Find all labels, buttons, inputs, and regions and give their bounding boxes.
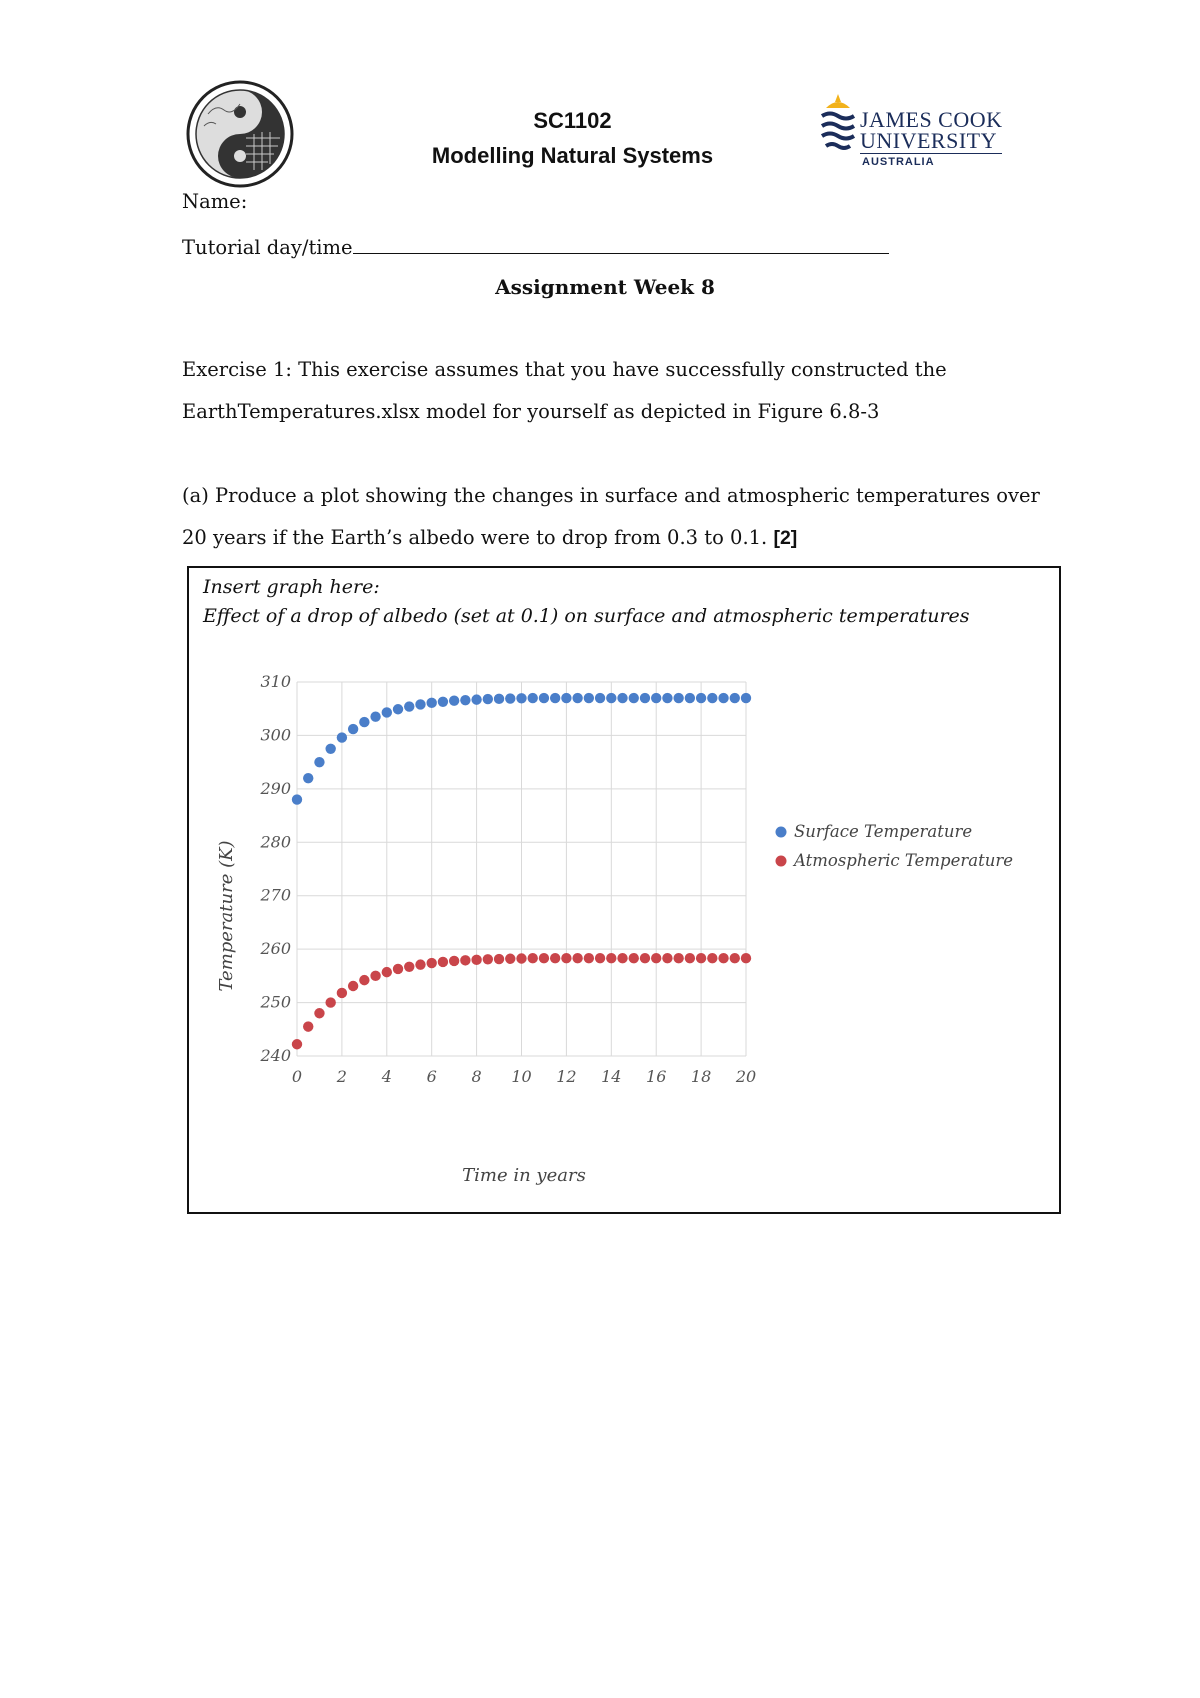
atmospheric-point-6 bbox=[359, 975, 369, 985]
atmospheric-point-24 bbox=[561, 953, 571, 963]
surface-point-31 bbox=[640, 693, 650, 703]
surface-point-21 bbox=[528, 693, 538, 703]
surface-point-0 bbox=[292, 794, 302, 804]
surface-point-24 bbox=[561, 693, 571, 703]
surface-point-1 bbox=[303, 773, 313, 783]
graph-box bbox=[187, 566, 1061, 1214]
surface-point-3 bbox=[325, 744, 335, 754]
jcu-crest-icon bbox=[818, 92, 858, 162]
surface-point-4 bbox=[337, 732, 347, 742]
atmospheric-point-36 bbox=[696, 953, 706, 963]
atmospheric-point-38 bbox=[718, 953, 728, 963]
atmospheric-point-39 bbox=[730, 953, 740, 963]
atmospheric-point-30 bbox=[629, 953, 639, 963]
legend-marker-0 bbox=[776, 827, 787, 838]
atmospheric-point-25 bbox=[572, 953, 582, 963]
surface-point-38 bbox=[718, 693, 728, 703]
atmospheric-point-8 bbox=[382, 967, 392, 977]
y-tick-240: 240 bbox=[260, 1046, 291, 1065]
legend-label-0: Surface Temperature bbox=[794, 822, 973, 841]
atmospheric-point-16 bbox=[471, 955, 481, 965]
tutorial-blank-line[interactable] bbox=[353, 233, 889, 254]
surface-point-12 bbox=[427, 698, 437, 708]
course-code: SC1102 bbox=[533, 108, 612, 133]
question-a-text: 20 years if the Earth’s albedo were to drop from 0.3 to 0.1. bbox=[182, 526, 768, 549]
atmospheric-point-17 bbox=[483, 954, 493, 964]
x-tick-8: 8 bbox=[471, 1067, 482, 1086]
assignment-heading: Assignment Week 8 bbox=[495, 275, 715, 299]
logo-line-3: AUSTRALIA bbox=[862, 156, 935, 168]
surface-point-6 bbox=[359, 717, 369, 727]
atmospheric-point-5 bbox=[348, 981, 358, 991]
surface-point-40 bbox=[741, 693, 751, 703]
question-a-line2 bbox=[182, 526, 797, 550]
surface-point-7 bbox=[370, 712, 380, 722]
atmospheric-point-11 bbox=[415, 959, 425, 969]
x-tick-16: 16 bbox=[646, 1067, 667, 1086]
atmospheric-point-21 bbox=[528, 953, 538, 963]
atmospheric-point-7 bbox=[370, 971, 380, 981]
atmospheric-point-19 bbox=[505, 954, 515, 964]
atmospheric-point-10 bbox=[404, 962, 414, 972]
course-title: Modelling Natural Systems bbox=[431, 143, 714, 168]
atmospheric-point-40 bbox=[741, 953, 751, 963]
atmospheric-point-0 bbox=[292, 1039, 302, 1049]
chart-grid bbox=[297, 682, 746, 1056]
name-label: Name: bbox=[182, 190, 248, 213]
y-tick-290: 290 bbox=[260, 778, 291, 798]
atmospheric-point-34 bbox=[673, 953, 683, 963]
y-tick-280: 280 bbox=[260, 832, 291, 852]
x-tick-20: 20 bbox=[735, 1067, 757, 1086]
atmospheric-point-14 bbox=[449, 956, 459, 966]
atmospheric-point-32 bbox=[651, 953, 661, 963]
graph-caption-1: Insert graph here: bbox=[203, 576, 380, 598]
tutorial-label: Tutorial day/time bbox=[182, 236, 353, 259]
question-a-line1: (a) Produce a plot showing the changes in surface and atmospheric temperatures over bbox=[182, 484, 1040, 507]
atmospheric-point-26 bbox=[584, 953, 594, 963]
exercise1-line1: Exercise 1: This exercise assumes that you have successfully constructed the bbox=[182, 358, 947, 381]
surface-point-23 bbox=[550, 693, 560, 703]
y-axis-title: Temperature (K) bbox=[216, 840, 237, 992]
question-a-marks: [2] bbox=[773, 527, 798, 549]
atmospheric-point-22 bbox=[539, 953, 549, 963]
y-tick-260: 260 bbox=[260, 939, 291, 959]
atmospheric-point-9 bbox=[393, 964, 403, 974]
exercise1-line2: EarthTemperatures.xlsx model for yourself as depicted in Figure 6.8-3 bbox=[182, 400, 880, 423]
x-tick-12: 12 bbox=[556, 1067, 577, 1086]
surface-point-2 bbox=[314, 757, 324, 767]
y-tick-250: 250 bbox=[260, 992, 291, 1012]
surface-point-18 bbox=[494, 694, 504, 704]
surface-point-16 bbox=[471, 694, 481, 704]
tutorial-row bbox=[182, 233, 889, 259]
logo-divider bbox=[860, 153, 1002, 154]
surface-point-28 bbox=[606, 693, 616, 703]
y-tick-labels bbox=[259, 672, 291, 1065]
surface-point-15 bbox=[460, 695, 470, 705]
atmospheric-point-15 bbox=[460, 955, 470, 965]
surface-point-35 bbox=[685, 693, 695, 703]
atmospheric-point-4 bbox=[337, 988, 347, 998]
surface-point-9 bbox=[393, 704, 403, 714]
chart-legend bbox=[776, 822, 1014, 870]
surface-point-36 bbox=[696, 693, 706, 703]
legend-marker-1 bbox=[776, 856, 787, 867]
atmospheric-point-35 bbox=[685, 953, 695, 963]
atmospheric-point-3 bbox=[325, 997, 335, 1007]
surface-point-8 bbox=[382, 707, 392, 717]
x-tick-6: 6 bbox=[426, 1067, 437, 1086]
atmospheric-point-28 bbox=[606, 953, 616, 963]
y-tick-300: 300 bbox=[260, 725, 291, 745]
atmospheric-point-37 bbox=[707, 953, 717, 963]
jcu-logo bbox=[818, 92, 1018, 172]
x-tick-labels bbox=[292, 1067, 756, 1086]
atmospheric-point-27 bbox=[595, 953, 605, 963]
logo-line-1: JAMES COOK bbox=[860, 107, 1003, 132]
surface-point-37 bbox=[707, 693, 717, 703]
legend-label-1: Atmospheric Temperature bbox=[794, 851, 1014, 870]
university-seal-icon bbox=[186, 80, 294, 188]
surface-point-39 bbox=[730, 693, 740, 703]
surface-point-14 bbox=[449, 696, 459, 706]
x-tick-0: 0 bbox=[291, 1067, 303, 1086]
atmospheric-point-1 bbox=[303, 1021, 313, 1031]
y-tick-310: 310 bbox=[260, 672, 291, 691]
surface-point-22 bbox=[539, 693, 549, 703]
x-axis-title: Time in years bbox=[462, 1165, 586, 1186]
x-tick-2: 2 bbox=[336, 1067, 347, 1086]
surface-point-32 bbox=[651, 693, 661, 703]
surface-point-27 bbox=[595, 693, 605, 703]
x-tick-10: 10 bbox=[511, 1067, 532, 1086]
logo-line-2: UNIVERSITY bbox=[860, 128, 997, 153]
surface-point-26 bbox=[584, 693, 594, 703]
surface-point-10 bbox=[404, 701, 414, 711]
atmospheric-point-18 bbox=[494, 954, 504, 964]
surface-point-17 bbox=[483, 694, 493, 704]
x-tick-4: 4 bbox=[381, 1067, 392, 1086]
surface-point-20 bbox=[516, 693, 526, 703]
atmospheric-point-12 bbox=[427, 958, 437, 968]
atmospheric-point-23 bbox=[550, 953, 560, 963]
surface-point-13 bbox=[438, 697, 448, 707]
surface-point-19 bbox=[505, 693, 515, 703]
x-tick-18: 18 bbox=[690, 1067, 712, 1086]
atmospheric-point-29 bbox=[617, 953, 627, 963]
x-tick-14: 14 bbox=[601, 1067, 622, 1086]
atmospheric-point-13 bbox=[438, 957, 448, 967]
surface-point-34 bbox=[673, 693, 683, 703]
atmospheric-point-33 bbox=[662, 953, 672, 963]
atmospheric-point-2 bbox=[314, 1008, 324, 1018]
surface-point-5 bbox=[348, 724, 358, 734]
atmospheric-point-20 bbox=[516, 953, 526, 963]
surface-point-33 bbox=[662, 693, 672, 703]
temperature-chart bbox=[189, 568, 1059, 1212]
y-tick-270: 270 bbox=[260, 885, 291, 905]
surface-point-25 bbox=[572, 693, 582, 703]
graph-caption-2: Effect of a drop of albedo (set at 0.1) on surface and atmospheric temperatures bbox=[203, 605, 970, 627]
surface-point-30 bbox=[629, 693, 639, 703]
surface-point-11 bbox=[415, 699, 425, 709]
atmospheric-point-31 bbox=[640, 953, 650, 963]
surface-point-29 bbox=[617, 693, 627, 703]
